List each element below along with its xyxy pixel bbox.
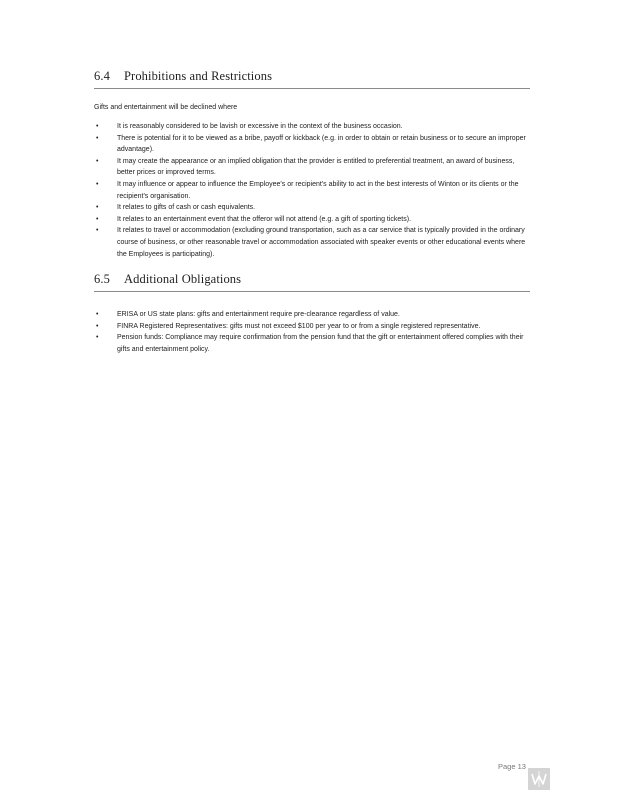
- bullet-icon: •: [96, 204, 99, 212]
- section-number: 6.5: [94, 272, 110, 286]
- list-item: [94, 321, 534, 333]
- list-item-text: It is reasonably considered to be lavish or excessive in the context of the business occasion.: [117, 123, 403, 130]
- winton-logo-icon: [528, 768, 550, 790]
- section-number: 6.4: [94, 69, 110, 83]
- list-item: [94, 214, 534, 226]
- section-heading-6-5: [94, 272, 530, 292]
- list-item: [94, 179, 534, 202]
- bullet-list-6-4: [94, 121, 534, 260]
- bullet-list-6-5: [94, 309, 534, 355]
- bullet-icon: •: [96, 322, 99, 330]
- list-item-text: It relates to travel or accommodation (excluding ground transportation, such as a car service that is typically provided in the ordinary course of business, or other reasonable travel or accommodation associated with speaker events or other educational events where the Employees is participating).: [117, 227, 526, 258]
- section-intro: Gifts and entertainment will be declined where: [94, 104, 238, 111]
- page-number: Page 13: [498, 762, 526, 771]
- bullet-icon: •: [96, 157, 99, 165]
- list-item-text: ERISA or US state plans: gifts and entertainment require pre-clearance regardless of value.: [117, 311, 400, 318]
- list-item: [94, 133, 534, 156]
- list-item-text: It may create the appearance or an implied obligation that the provider is entitled to preferential treatment, an award of business, better prices or improved terms.: [117, 157, 515, 177]
- section-heading-6-4: [94, 69, 530, 89]
- list-item: [94, 156, 534, 179]
- list-item: [94, 202, 534, 214]
- bullet-icon: •: [96, 227, 99, 235]
- bullet-icon: •: [96, 180, 99, 188]
- list-item-text: Pension funds: Compliance may require confirmation from the pension fund that the gift or entertainment offered complies with their gifts and entertainment policy.: [117, 334, 524, 353]
- list-item: [94, 121, 534, 133]
- list-item-text: There is potential for it to be viewed as a bribe, payoff or kickback (e.g. in order to obtain or retain business or to secure an improper advantage).: [117, 134, 526, 154]
- bullet-icon: •: [96, 311, 99, 318]
- bullet-icon: •: [96, 123, 99, 130]
- bullet-icon: •: [96, 134, 99, 142]
- list-item: [94, 332, 534, 355]
- list-item: [94, 309, 534, 321]
- bullet-icon: •: [96, 215, 99, 223]
- list-item-text: It may influence or appear to influence the Employee's or recipient's ability to act in the best interests of Winton or its clients or the recipient's organisation.: [117, 180, 519, 200]
- list-item-text: It relates to gifts of cash or cash equivalents.: [117, 204, 256, 212]
- section-title: Additional Obligations: [124, 272, 242, 286]
- list-item-text: It relates to an entertainment event that the offeror will not attend (e.g. a gift of sporting tickets).: [117, 215, 412, 223]
- bullet-icon: •: [96, 334, 99, 342]
- list-item: [94, 225, 534, 260]
- section-title: Prohibitions and Restrictions: [124, 69, 273, 83]
- list-item-text: FINRA Registered Representatives: gifts must not exceed $100 per year to or from a single registered representative.: [117, 322, 481, 330]
